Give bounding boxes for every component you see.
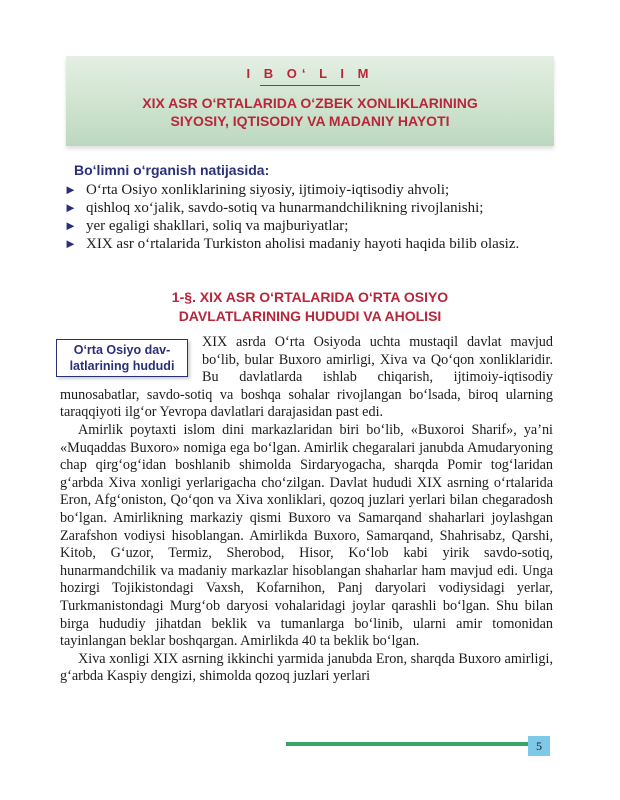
section-title-line-1: 1-§. XIX ASR O‘RTALARIDA O‘RTA OSIYO — [171, 289, 449, 305]
body-text — [60, 334, 553, 686]
section-title — [60, 288, 560, 326]
triangle-bullet-icon: ► — [64, 236, 77, 251]
triangle-bullet-icon: ► — [64, 182, 77, 197]
chapter-title — [66, 94, 554, 130]
margin-note-line-2: latlarining hududi — [69, 359, 175, 373]
chapter-title-line-2: SIYOSIY, IQTISODIY VA MADANIY HAYOTI — [170, 113, 450, 129]
margin-note — [56, 339, 188, 377]
margin-note-line-1: O‘rta Osiyo dav- — [73, 343, 171, 357]
part-label: I B O‘ L I M — [246, 66, 374, 81]
footer-accent-bar — [286, 742, 528, 746]
objective-item: ► yer egaligi shakllari, soliq va majburiyatlar; — [64, 218, 349, 234]
chapter-banner — [66, 56, 554, 146]
paragraph: Xiva xonligi XIX asrning ikkinchi yarmida janubda Eron, sharqda Buxoro amirligi, g‘arbda Kaspiy dengizi, shimolda qozoq juzlari yerlari — [60, 650, 553, 685]
triangle-bullet-icon: ► — [64, 218, 77, 233]
learning-objectives — [64, 160, 554, 253]
paragraph: XIX asrda O‘rta Osiyoda uchta mustaqil davlat mavjud bo‘lib, bular Buxoro amirligi, Xiva va Qo‘qon xonliklaridir. Bu davlatlarda ishlab chiqarish, ijtimoiy-iqtisodiy munosabatlar, savdo-sotiq va boshqa sohalar rivojlangan bo‘lsada, biroq ularning taraqqiyoti ilg‘or Yevropa davlatlari darajasidan past edi. — [60, 334, 553, 421]
section-title-line-2: DAVLATLARINING HUDUDI VA AHOLISI — [178, 308, 442, 324]
objective-item: ► XIX asr o‘rtalarida Turkiston aholisi madaniy hayoti haqida bilib olasiz. — [64, 236, 520, 252]
objectives-list — [64, 181, 554, 253]
page-number: 5 — [528, 736, 550, 756]
triangle-bullet-icon: ► — [64, 200, 77, 215]
part-label-underline — [260, 85, 360, 86]
objective-item: ► O‘rta Osiyo xonliklarining siyosiy, ijtimoiy-iqtisodiy ahvoli; — [64, 182, 450, 198]
objective-item: ► qishloq xo‘jalik, savdo-sotiq va hunarmandchilikning rivojlanishi; — [64, 200, 484, 216]
objectives-heading: Bo‘limni o‘rganish natijasida: — [74, 162, 270, 178]
paragraph: Amirlik poytaxti islom dini markazlaridan biri bo‘lib, «Buxoroi Sharif», ya’ni «Muqaddas Buxoro» nomiga ega bo‘lgan. Amirlik chegaralari janubda Amudaryoning chap qirg‘og‘idan boshlanib shimolda Sirdaryogacha, sharqda Pomir tog‘laridan g‘arbda Xiva xonligi yerlarigacha cho‘zilgan. Davlat hududi XIX asrning o‘rtalarida Eron, Afg‘oniston, Qo‘qon va Xiva xonliklari, qozoq juzlari yerlari bilan chegaradosh bo‘lgan. Amirlikning markaziy qismi Buxoro va Samarqand shaharlari joylashgan Zarafshon vodiysi hisoblangan. Amirlikda Buxoro, Samarqand, Shahrisabz, Qarshi, Kitob, G‘uzor, Termiz, Sherobod, Hisor, Ko‘lob kabi yirik savdo-sotiq, hunarmandchilik va madaniy markazlar hisoblangan shaharlar ham mavjud edi. Unga hozirgi Tojikistondagi Vaxsh, Kofarnihon, Panj daryolari vodiysidagi yerlar, Turkmanistondagi Murg‘ob daryosi vohalaridagi joylar qarashli bo‘lgan. Shu bilan birga hududiy jihatdan beklik va tumanlarga bo‘linib, ularni amir tomonidan tayinlangan beklar boshqargan. Amirlikda 40 ta beklik bo‘lgan. — [60, 421, 553, 650]
chapter-title-line-1: XIX ASR O‘RTALARIDA O‘ZBEK XONLIKLARINING — [142, 95, 478, 111]
